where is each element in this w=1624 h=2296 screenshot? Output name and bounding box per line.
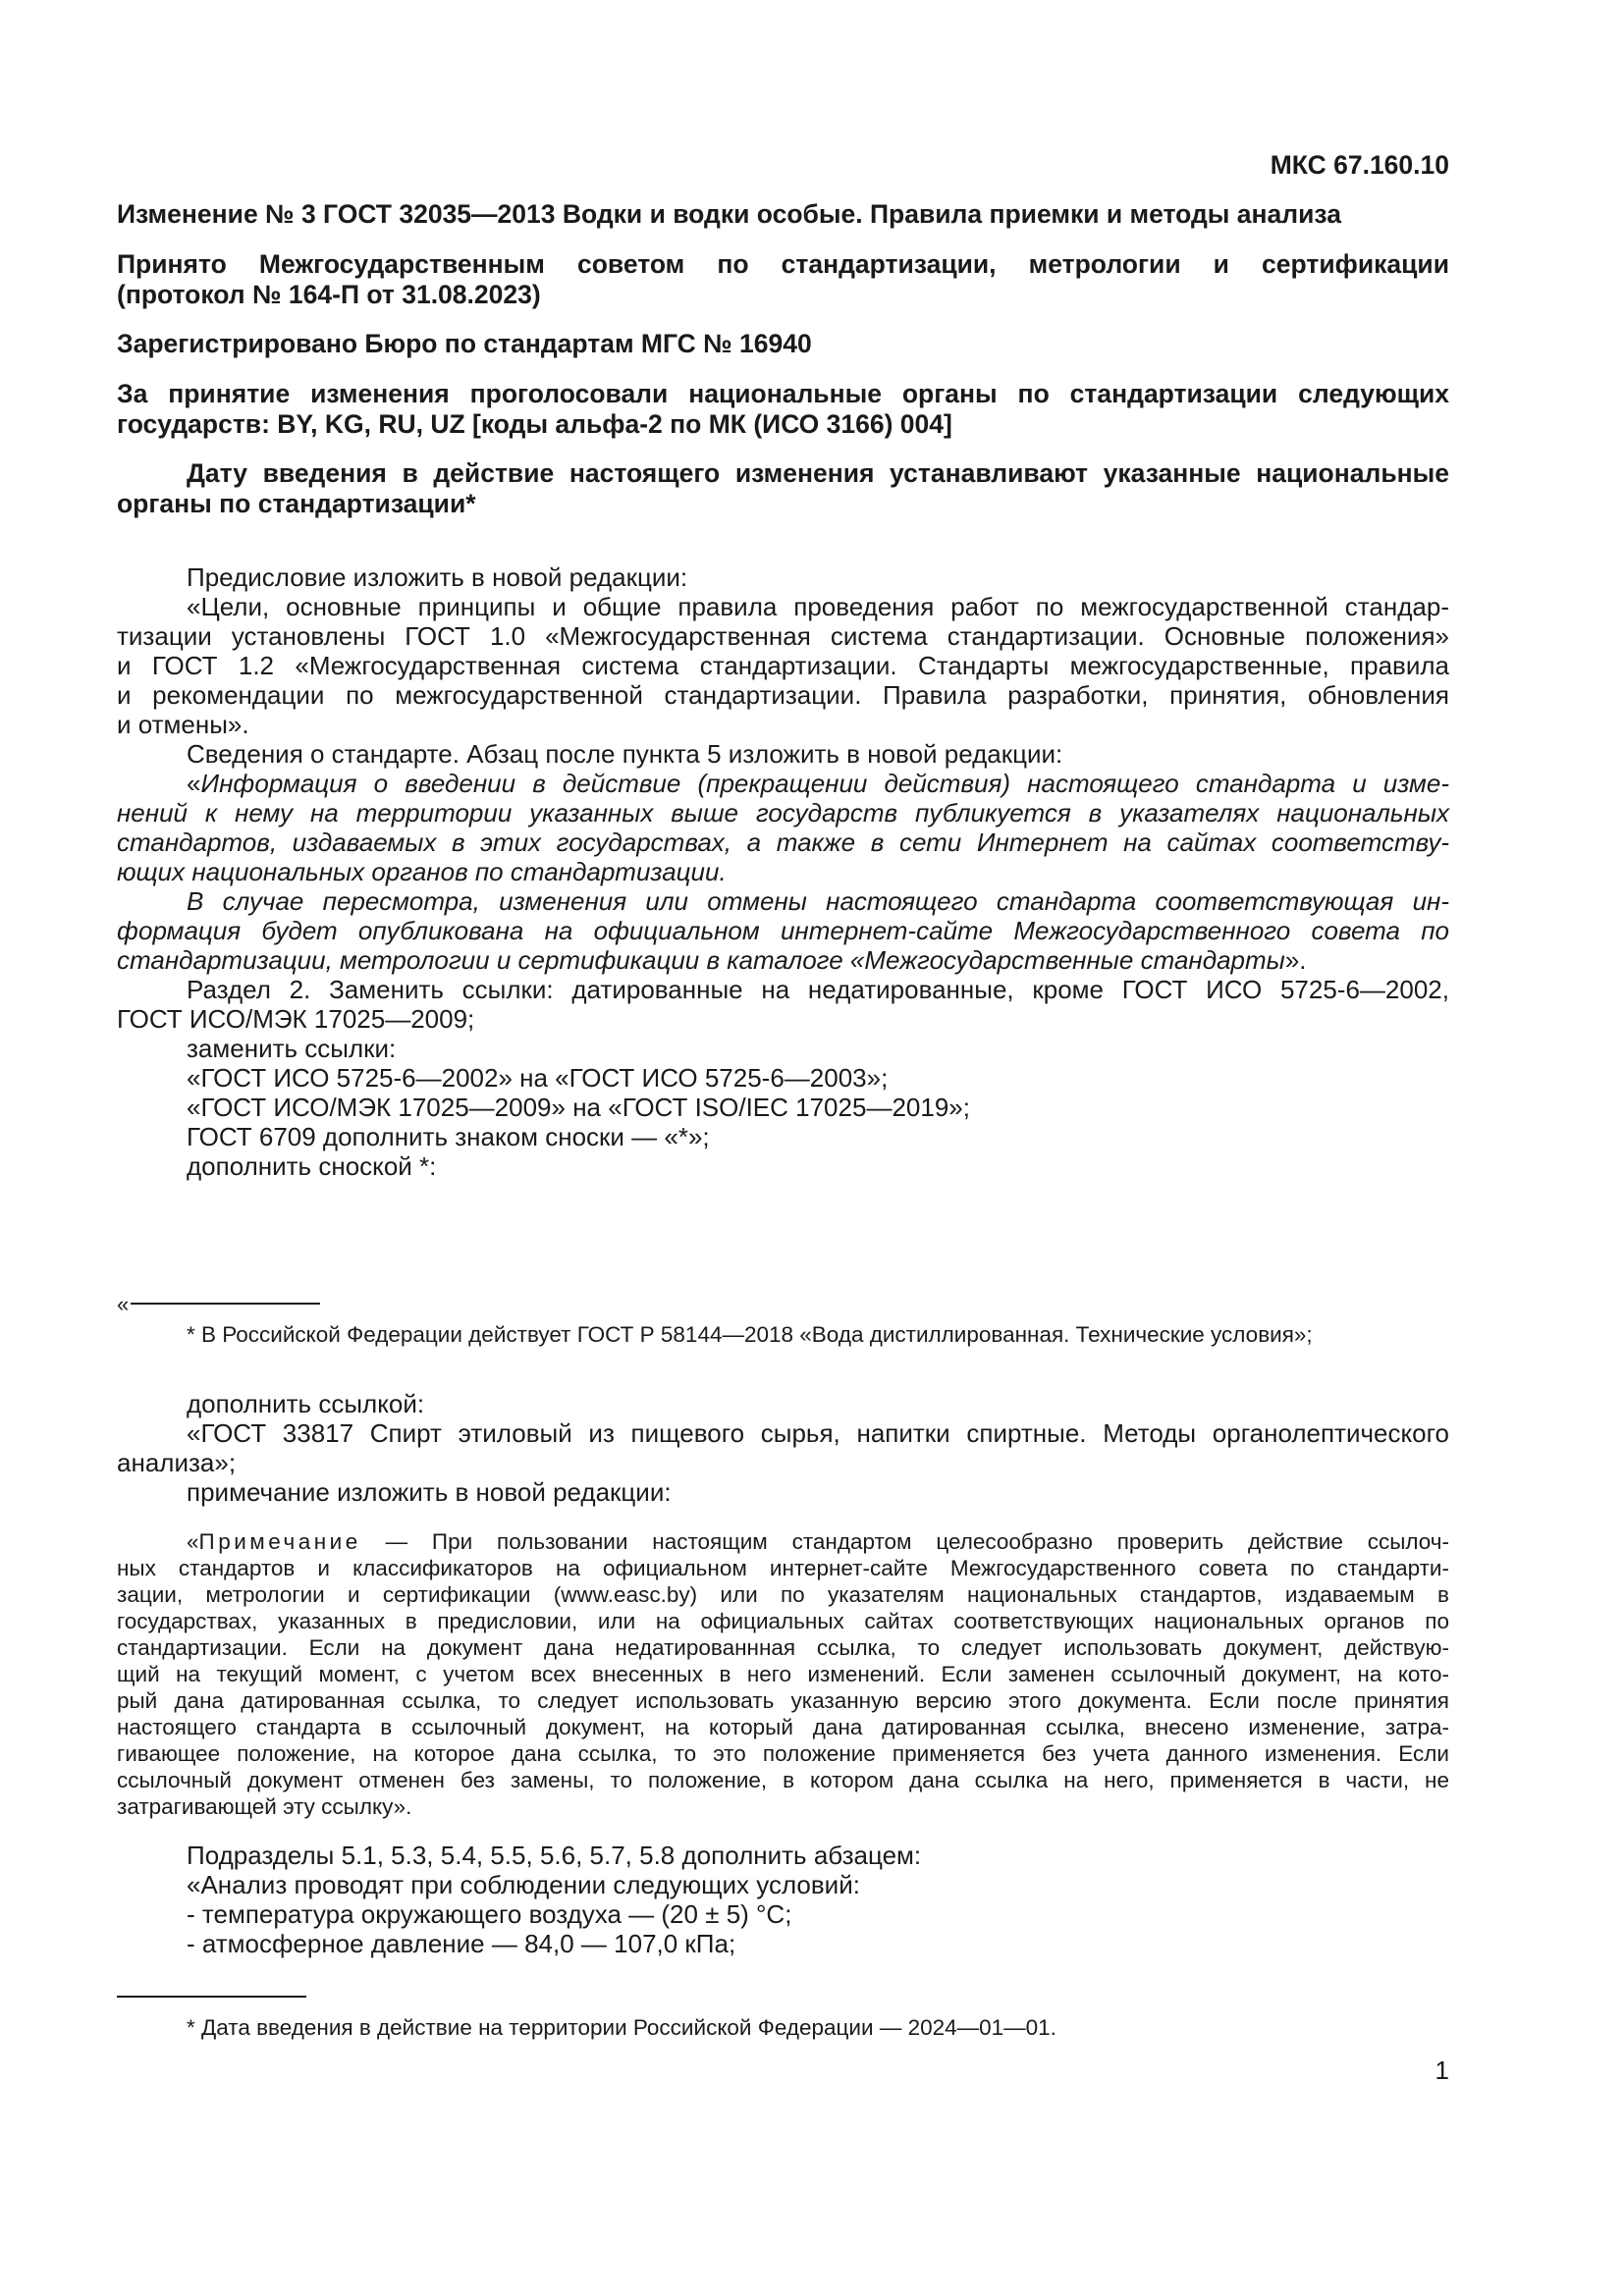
paragraph-line: и ГОСТ 1.2 «Межгосударственная система стандартизации. Стандарты межгосударственные, правила — [117, 651, 1449, 680]
paragraph-line: - температура окружающего воздуха — (20 ± 5) °С; — [187, 1899, 792, 1929]
note-line: гивающее положение, на которое дана ссылка, то это положение применяется без учета данного изменения. Если — [117, 1741, 1449, 1766]
paragraph-line: дополнить сноской *: — [187, 1151, 437, 1181]
registered-line: Зарегистрировано Бюро по стандартам МГС № 16940 — [117, 329, 812, 358]
italic-paragraph-line: стандартизации, метрологии и сертификации в каталоге «Межгосударственные стандарты». — [117, 945, 1307, 975]
note-line: «Примечание — При пользовании настоящим стандартом целесообразно проверить действие ссылоч- — [187, 1529, 1449, 1554]
effective-date-line-1: Дату введения в действие настоящего изменения устанавливают указанные национальные — [187, 458, 1449, 488]
note-line: стандартизации. Если на документ дана недатированнная ссылка, то следует использовать документ, действую- — [117, 1635, 1449, 1660]
paragraph-line: и отмены». — [117, 710, 249, 739]
note-line: рый дана датированная ссылка, то следует использовать указанную версию этого документа. Если после принятия — [117, 1688, 1449, 1713]
paragraph-line: «ГОСТ ИСО 5725-6—2002» на «ГОСТ ИСО 5725-6—2003»; — [187, 1063, 889, 1093]
note-label: Примечание — [198, 1529, 361, 1554]
paragraph-line: Подразделы 5.1, 5.3, 5.4, 5.5, 5.6, 5.7, 5.8 дополнить абзацем: — [187, 1841, 922, 1870]
paragraph-line: - атмосферное давление — 84,0 — 107,0 кПа; — [187, 1929, 736, 1958]
italic-paragraph-line: «Информация о введении в действие (прекращении действия) настоящего стандарта и изме- — [187, 769, 1449, 798]
adopted-line-1: Принято Межгосударственным советом по стандартизации, метрологии и сертификации — [117, 249, 1449, 279]
paragraph-line: ГОСТ 6709 дополнить знаком сноски — «*»; — [187, 1122, 710, 1151]
paragraph-line: тизации установлены ГОСТ 1.0 «Межгосударственная система стандартизации. Основные положения» — [117, 621, 1449, 651]
body-section-3 — [117, 1841, 1449, 1958]
note-line: затрагивающей эту ссылку». — [117, 1794, 412, 1819]
voted-line-2: государств: BY, KG, RU, UZ [коды альфа-2 по МК (ИСО 3166) 004] — [117, 408, 952, 439]
paragraph-line: примечание изложить в новой редакции: — [187, 1477, 672, 1507]
footnote-insert-rule — [131, 1303, 320, 1305]
paragraph-line: дополнить ссылкой: — [187, 1389, 425, 1418]
paragraph-line: Сведения о стандарте. Абзац после пункта 5 изложить в новой редакции: — [187, 739, 1063, 769]
amendment-title: Изменение № 3 ГОСТ 32035—2013 Водки и водки особые. Правила приемки и методы анализа — [117, 199, 1341, 229]
note-line: ссылочный документ отменен без замены, то положение, в котором дана ссылка на него, применяется в части, не — [117, 1768, 1449, 1792]
page-number: 1 — [1435, 2056, 1449, 2085]
paragraph-line: «Цели, основные принципы и общие правила проведения работ по межгосударственной стандар- — [187, 592, 1449, 621]
italic-paragraph-line: формация будет опубликована на официальном интернет-сайте Межгосударственного совета по — [117, 916, 1449, 945]
adopted-line-2: (протокол № 164-П от 31.08.2023) — [117, 279, 541, 309]
paragraph-line: «ГОСТ 33817 Спирт этиловый из пищевого сырья, напитки спиртные. Методы органолептического — [187, 1418, 1449, 1448]
paragraph-line: заменить ссылки: — [187, 1034, 397, 1063]
italic-paragraph-line: ющих национальных органов по стандартизации. — [117, 857, 727, 886]
voted-line-1: За принятие изменения проголосовали национальные органы по стандартизации следующих — [117, 379, 1449, 408]
footnote-rule — [117, 1996, 306, 1998]
effective-date-block — [117, 458, 1449, 518]
paragraph-line: и рекомендации по межгосударственной стандартизации. Правила разработки, принятия, обновления — [117, 680, 1449, 710]
body-section-1 — [117, 562, 1449, 1181]
italic-paragraph-line: нений к нему на территории указанных выше государств публикуется в указателях национальных — [117, 798, 1449, 828]
effective-date-line-2: органы по стандартизации* — [117, 488, 476, 518]
note-line: зации, метрологии и сертификации (www.easc.by) или по указателям национальных стандартов, издаваемым в — [117, 1582, 1449, 1607]
paragraph-line: Раздел 2. Заменить ссылки: датированные на недатированные, кроме ГОСТ ИСО 5725-6—2002, — [187, 975, 1449, 1004]
paragraph-line: Предисловие изложить в новой редакции: — [187, 562, 688, 592]
footnote-insert-text: * В Российской Федерации действует ГОСТ Р 58144—2018 «Вода дистиллированная. Технические условия»; — [187, 1322, 1313, 1347]
footnote-text: * Дата введения в действие на территории Российской Федерации — 2024—01—01. — [187, 2015, 1056, 2040]
paragraph-line: анализа»; — [117, 1448, 237, 1477]
mks-code: МКС 67.160.10 — [1270, 150, 1449, 180]
footnote-insert-quote: « — [117, 1292, 130, 1316]
note-block — [117, 1528, 1449, 1820]
note-line: щий на текущий момент, с учетом всех внесенных в него изменений. Если заменен ссылочный документ, на кото- — [117, 1662, 1449, 1686]
note-line: ных стандартов и классификаторов на официальном интернет-сайте Межгосударственного совета по стандарти- — [117, 1556, 1449, 1580]
note-line: настоящего стандарта в ссылочный документ, на который дана датированная ссылка, внесено изменение, затра- — [117, 1715, 1449, 1739]
italic-paragraph-line: стандартов, издаваемых в этих государствах, а также в сети Интернет на сайтах соответству- — [117, 828, 1449, 857]
body-section-2 — [117, 1389, 1449, 1507]
adopted-block — [117, 249, 1449, 309]
paragraph-line: «ГОСТ ИСО/МЭК 17025—2009» на «ГОСТ ISO/IEC 17025—2019»; — [187, 1093, 970, 1122]
paragraph-line: ГОСТ ИСО/МЭК 17025—2009; — [117, 1004, 475, 1034]
voted-block — [117, 379, 1449, 439]
note-line: государствах, указанных в предисловии, или на официальных сайтах соответствующих национальных органов по — [117, 1609, 1449, 1633]
italic-paragraph-line: В случае пересмотра, изменения или отмены настоящего стандарта соответствующая ин- — [187, 886, 1449, 916]
paragraph-line: «Анализ проводят при соблюдении следующих условий: — [187, 1870, 860, 1899]
